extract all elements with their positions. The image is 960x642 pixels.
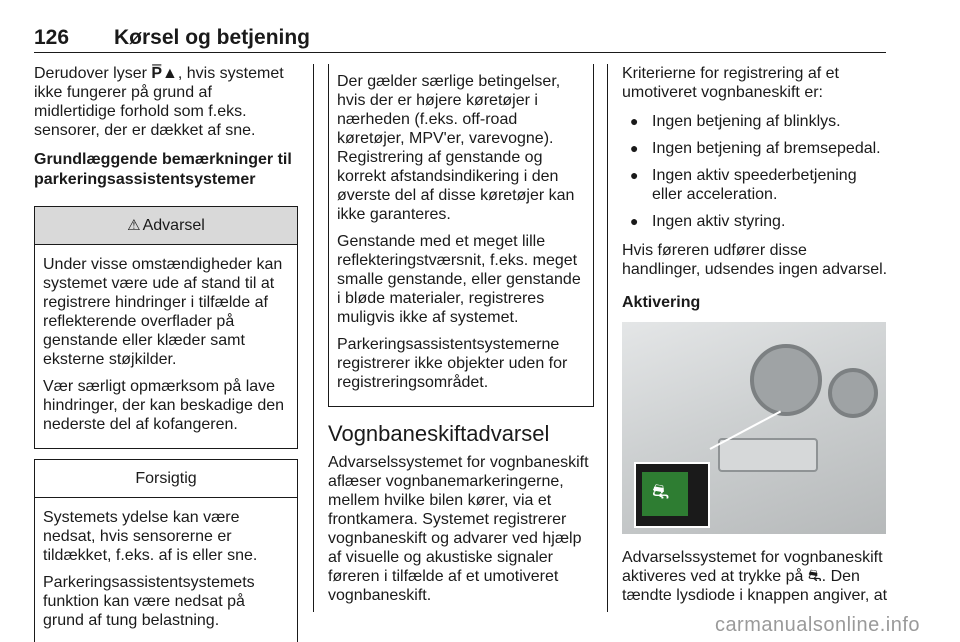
- caution-box: [34, 459, 298, 642]
- warning-title: Advarsel: [142, 217, 205, 234]
- warning-box: [34, 206, 298, 449]
- dial-knob: [828, 368, 878, 418]
- section-title: Vognbaneskiftadvarsel: [328, 421, 550, 446]
- parking-status-icon: P̿▲: [151, 65, 178, 82]
- watermark: carmanualsonline.info: [714, 614, 920, 636]
- warning-paragraph: Under visse omstændigheder kan systemet være ude af stand til at registrere hindringer i tilfælde af reflekterende overflader på genstande eller klæder samt eksterne støjkilder.: [43, 256, 283, 368]
- column-divider-left: [313, 64, 314, 612]
- caution-paragraph: Systemets ydelse kan være nedsat, hvis sensorerne er tildækket, f.eks. af is eller sne.: [43, 509, 258, 564]
- activation-paragraph: Advarselssystemet for vognbaneskift aktiveres ved at trykke på ⛐. Den tændte lysdiode i knappen angiver, at: [622, 549, 888, 604]
- caution-paragraph: Parkeringsassistentsystemerne registrerer ikke objekter uden for registreringsområdet.: [337, 336, 568, 391]
- column-middle: [328, 64, 594, 615]
- caution-title: Forsigtig: [135, 470, 197, 487]
- warning-box-header: [35, 207, 297, 245]
- list-item: ● Ingen betjening af blinklys.: [622, 112, 888, 131]
- criteria-list: [622, 112, 888, 231]
- column-left: [34, 64, 298, 642]
- caution-paragraph: Genstande med et meget lille reflekteringstværsnit, f.eks. meget smalle genstande, eller genstande i bløde materialer, registreres muligvis ikke af systemet.: [337, 233, 581, 326]
- caution-paragraph: Der gælder særlige betingelser, hvis der er højere køretøjer i nærheden (f.eks. off-road køretøjer, MPV'er, varevogne). Registrering af genstande og korrekt afstandsindikering i den øverste del af disse køretøjer kan ikke garanteres.: [337, 73, 575, 223]
- page-header: [34, 26, 886, 54]
- no-warning-paragraph: Hvis føreren udfører disse handlinger, udsendes ingen advarsel.: [622, 242, 888, 278]
- caution-box-header: [35, 460, 297, 498]
- warning-box-body: [35, 245, 297, 448]
- caution-continued-box: [328, 64, 594, 407]
- dashboard-photo: [622, 322, 886, 534]
- column-right: [622, 64, 888, 615]
- criteria-intro: Kriterierne for registrering af et umotiveret vognbaneskift er:: [622, 65, 839, 101]
- button-panel: [718, 438, 818, 472]
- lane-departure-icon: ⛐: [652, 479, 670, 503]
- activation-heading: Aktivering: [622, 294, 701, 311]
- list-item: ● Ingen betjening af bremsepedal.: [622, 139, 888, 158]
- section-paragraph: Advarselssystemet for vognbaneskift aflæser vognbanemarkeringerne, mellem hvilke bilen kører, via et frontkamera. Systemet registrerer vognbaneskift og advarer ved hjælp af visuelle og akustiske signaler føreren i tilfælde af et umotiveret vognbaneskift.: [328, 454, 589, 604]
- list-item: ● Ingen aktiv styring.: [622, 212, 888, 231]
- page-number: 126: [34, 26, 70, 49]
- chapter-title: Kørsel og betjening: [114, 26, 311, 49]
- column-divider-right: [607, 64, 608, 612]
- intro-paragraph: Derudover lyser P̿▲, hvis systemet ikke fungerer på grund af midlertidige forhold som f.eks. sensorer, der er dækket af sne.: [34, 65, 284, 139]
- warning-paragraph: Vær særligt opmærksom på lave hindringer, der kan beskadige den nederste del af kofangeren.: [43, 378, 285, 433]
- subheading: Grundlæggende bemærkninger til parkeringsassistentsystemer: [34, 151, 292, 188]
- caution-box-body: [35, 498, 297, 642]
- warning-icon: ⚠: [127, 217, 141, 234]
- header-rule: [34, 52, 886, 53]
- caution-paragraph: Parkeringsassistentsystemets funktion kan være nedsat på grund af tung belastning.: [43, 574, 255, 629]
- list-item: ● Ingen aktiv speederbetjening eller acceleration.: [622, 166, 888, 204]
- light-switch-knob: [750, 344, 822, 416]
- lane-departure-icon: ⛐: [807, 568, 822, 585]
